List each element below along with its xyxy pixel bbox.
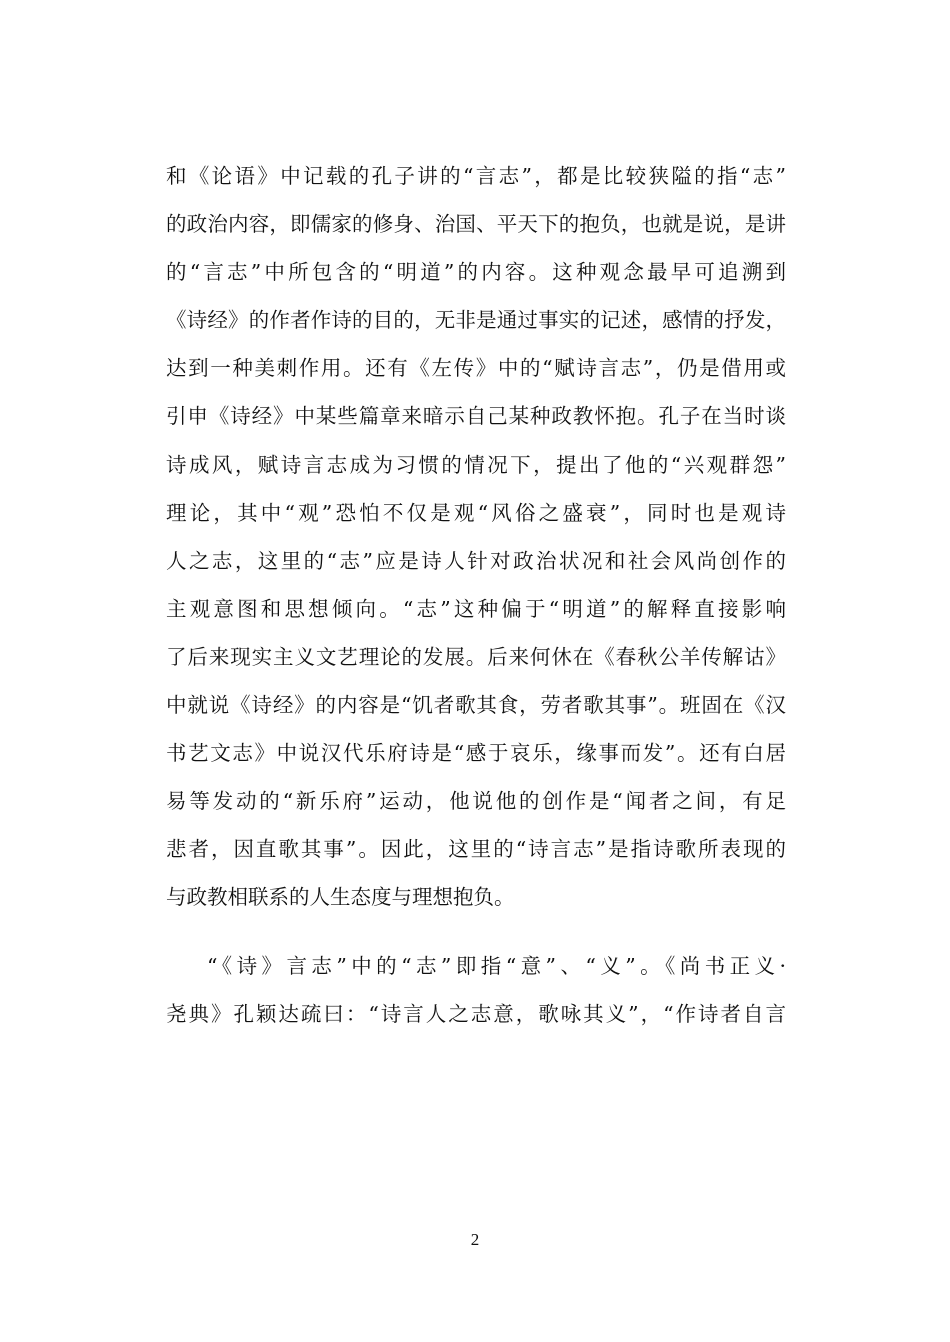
text-line: 的“言志”中所包含的“明道”的内容。这种观念最早可追溯到 [166, 260, 786, 285]
text-line: 和《论语》中记载的孔子讲的“言志”，都是比较狭隘的指“志” [166, 164, 786, 188]
body-text [166, 152, 786, 1038]
text-line: 《诗经》的作者作诗的目的，无非是通过事实的记述，感情的抒发， [166, 308, 786, 333]
text-line: 尧典》孔颖达疏曰：“诗言人之志意，歌咏其义”，“作诗者自言 [166, 1001, 786, 1026]
page-number: 2 [470, 1230, 480, 1249]
text-line: 书艺文志》中说汉代乐府诗是“感于哀乐，缘事而发”。还有白居 [166, 741, 786, 766]
text-line: 诗成风，赋诗言志成为习惯的情况下，提出了他的“兴观群怨” [166, 452, 786, 477]
paragraph [166, 942, 786, 1038]
text-line: 了后来现实主义文艺理论的发展。后来何休在《春秋公羊传解诂》 [166, 644, 786, 669]
text-line: 主观意图和思想倾向。“志”这种偏于“明道”的解释直接影响 [166, 596, 786, 621]
text-line: 人之志，这里的“志”应是诗人针对政治状况和社会风尚创作的 [166, 548, 786, 573]
paragraph-gap [166, 922, 786, 942]
paragraph [166, 152, 786, 922]
text-line: 的政治内容，即儒家的修身、治国、平天下的抱负，也就是说，是讲 [166, 212, 786, 237]
text-line: 悲者，因直歌其事”。因此，这里的“诗言志”是指诗歌所表现的 [166, 837, 786, 862]
text-line: 中就说《诗经》的内容是“饥者歌其食，劳者歌其事”。班固在《汉 [166, 693, 786, 718]
text-line: 理论，其中“观”恐怕不仅是观“风俗之盛衰”，同时也是观诗 [166, 500, 786, 525]
text-line: 引申《诗经》中某些篇章来暗示自己某种政教怀抱。孔子在当时谈 [166, 404, 786, 429]
text-line: 达到一种美刺作用。还有《左传》中的“赋诗言志”，仍是借用或 [166, 356, 786, 381]
text-line: 与政教相联系的人生态度与理想抱负。 [166, 885, 515, 910]
text-line: “《诗》言志”中的“志”即指“意”、“义”。《尚书正义· [207, 953, 786, 978]
text-line: 易等发动的“新乐府”运动，他说他的创作是“闻者之间，有足 [166, 789, 786, 814]
